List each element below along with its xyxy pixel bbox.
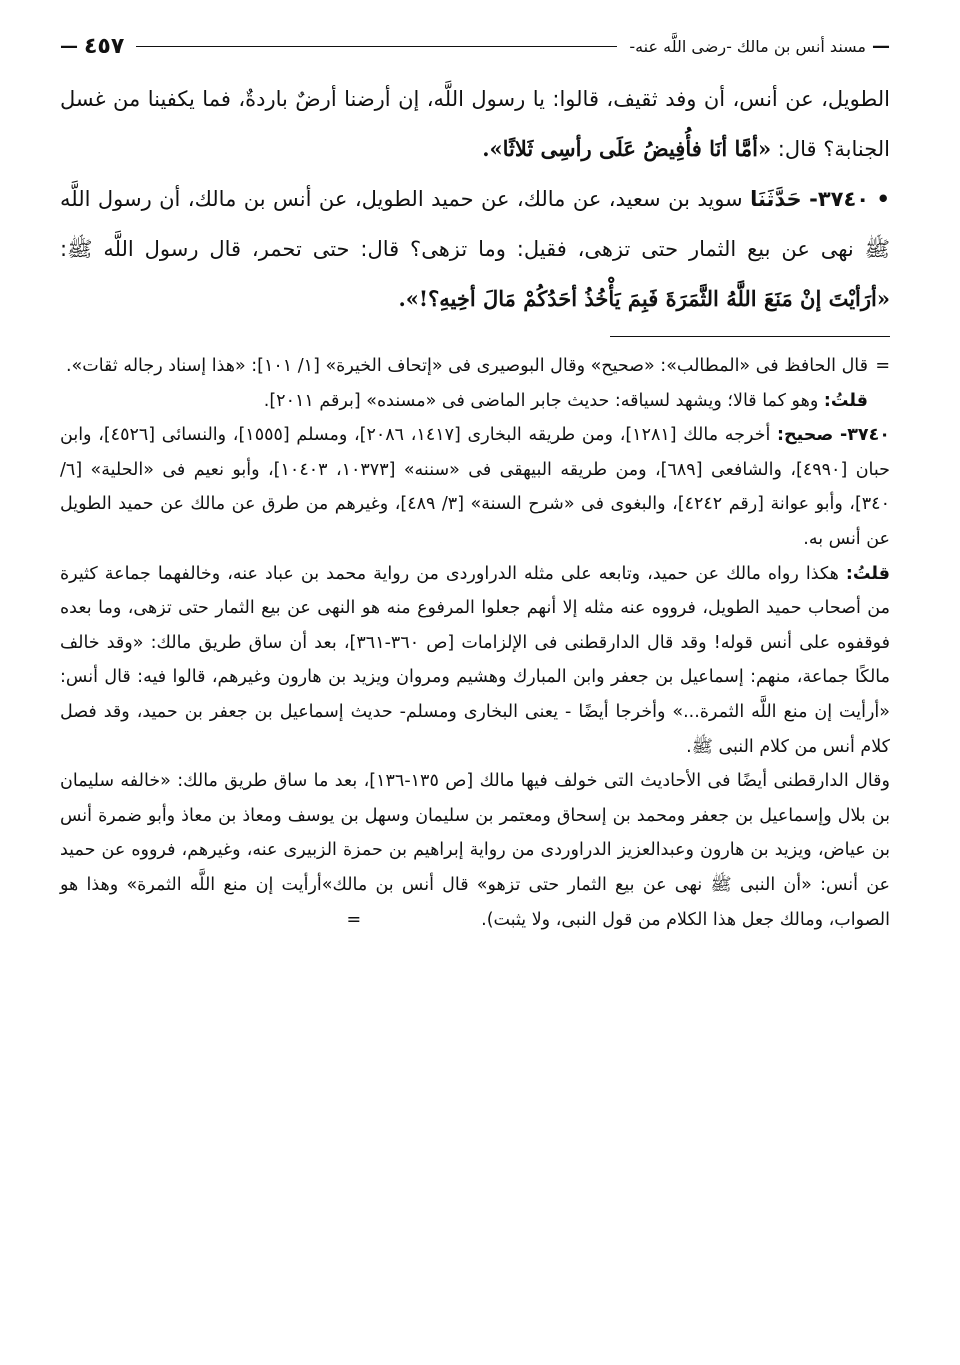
footnote-4-label: قلتُ: [845, 563, 890, 584]
footnote-1-marker: = [875, 356, 890, 376]
footnote-1-text: قال الحافظ فى «المطالب»: «صحيح» وقال البوصيرى فى «إتحاف الخيرة» [١/ ١٠١]: «هذا إسناد رجاله ثقات». [65, 356, 868, 376]
footnote-3-number: ٣٧٤٠- [839, 425, 890, 446]
running-title: مسند أنس بن مالك -رضى اللَّه عنه- [629, 36, 866, 56]
page-number: ٤٥٧ [84, 33, 125, 59]
page [60, 28, 890, 1325]
header-dash-left: — [60, 35, 78, 57]
footnote-4 [60, 557, 890, 765]
footnote-3-text: أخرجه مالك [١٢٨١]، ومن طريقه البخارى [١٤١٧، ٢٠٨٦]، ومسلم [١٥٥٥]، والنسائى [٤٥٢٦]، وابن حبان [٤٩٩٠]، والشافعى [٦٨٩]، ومن طريقه البيهقى فى «سننه» [١٠٣٧٣، ١٠٤٠٣]، وأبو نعيم فى «الحلية» [٦/ ٣٤٠]، وأبو عوانة [رقم ٤٢٤٢]، والبغوى فى «شرح السنة» [٣/ ٤٨٩]، وغيرهم من طرق عن مالك عن حميد الطويل عن أنس به. [60, 425, 890, 549]
footnotes [60, 349, 890, 937]
footnote-2 [60, 384, 890, 419]
footnote-1 [60, 349, 890, 384]
footnote-5 [60, 764, 890, 937]
hadith-bullet: • [876, 187, 890, 211]
footnote-2-label: قلتُ: [823, 390, 868, 411]
footnote-5-text: وقال الدارقطنى أيضًا فى الأحاديث التى خولف فيها مالك [ص ١٣٥-١٣٦]، بعد ما ساق طريق مالك: «خالفه سليمان بن بلال وإسماعيل بن جعفر ومحمد بن إسحاق ومعتمر بن سليمان وسهل بن يوسف ومعاذ بن معاذ وأبو ضمرة أنس بن عياض، ويزيد بن هارون وعبدالعزيز الدراوردى من رواية إبراهيم بن حمزة الزبيرى عنه، وغيرهم، فرووه عن حميد عن أنس: «أن النبى ﷺ نهى عن بيع الثمار حتى تزهو» قال أنس بن مالك»أرأيت إن منع اللَّه الثمرة» وهذا هو الصواب، ومالك جعل هذا الكلام من قول النبى، ولا يثبت). [60, 771, 890, 930]
header-rule [136, 46, 617, 47]
footnote-divider [610, 336, 890, 337]
page-header [60, 28, 890, 64]
header-dash-right: — [872, 35, 890, 57]
continuation-matn: «أمَّا أنَا فأُفِيضُ عَلَى رأسِى ثَلاثًا». [482, 136, 772, 161]
footnote-3-label: صحيح: [777, 425, 834, 446]
footnote-2-text: وهو كما قالا؛ ويشهد لسياقه: حديث جابر الماضى فى «مسنده» [برقم ٢٠١١]. [263, 390, 819, 411]
footnote-4-text: هكذا رواه مالك عن حميد، وتابعه على مثله الدراوردى من رواية محمد بن عباد عنه، وخالفهما جماعة كثيرة من أصحاب حميد الطويل، فرووه عنه مثله إلا أنهم جعلوا المرفوع منه هو النهى عن بيع الثمار حتى تزهى، وما بعده فوقفوه على أنس قوله! وقد قال الدارقطنى فى الإلزامات [ص ٣٦٠-٣٦١]، بعد أن ساق طريق مالك: «وقد خالف مالكًا جماعة، منهم: إسماعيل بن جعفر وابن المبارك وهشيم ومروان ويزيد بن هارون وغيرهم، قالوا فيه: قال أنس: «أرأيت إن منع اللَّه الثمرة...» وأخرجا أيضًا - يعنى البخارى ومسلم- حديث إسماعيل بن جعفر بن حميد، وقد فصل كلام أنس من كلام النبى ﷺ. [60, 563, 891, 757]
continuation-text: الطويل، عن أنس، أن وفد ثقيف، قالوا: يا رسول اللَّه، إن أرضنا أرضٌ باردةٌ، فما يكفينا من غسل الجنابة؟ قال: [60, 87, 890, 161]
hadith-paragraph [60, 174, 890, 324]
hadith-matn: «أرَأيْتَ إنْ مَنَعَ اللَّهُ الثَّمَرَةَ فَبِمَ يَأْخُذُ أحَدُكُمْ مَالَ أخِيهِ؟!». [398, 286, 890, 311]
footnote-3 [60, 418, 890, 556]
main-text [60, 74, 890, 324]
hadith-text: سويد بن سعيد، عن مالك، عن حميد الطويل، عن أنس بن مالك، أن رسول اللَّه ﷺ نهى عن بيع الثمار حتى تزهى، فقيل: وما تزهى؟ قال: حتى تحمر، قال رسول اللَّه ﷺ: [60, 187, 890, 261]
footnote-continue-marker: = [346, 909, 362, 930]
continuation-paragraph [60, 74, 890, 174]
hadith-label: حَدَّثَنَا [750, 187, 802, 211]
hadith-number: ٣٧٤٠- [809, 187, 870, 211]
